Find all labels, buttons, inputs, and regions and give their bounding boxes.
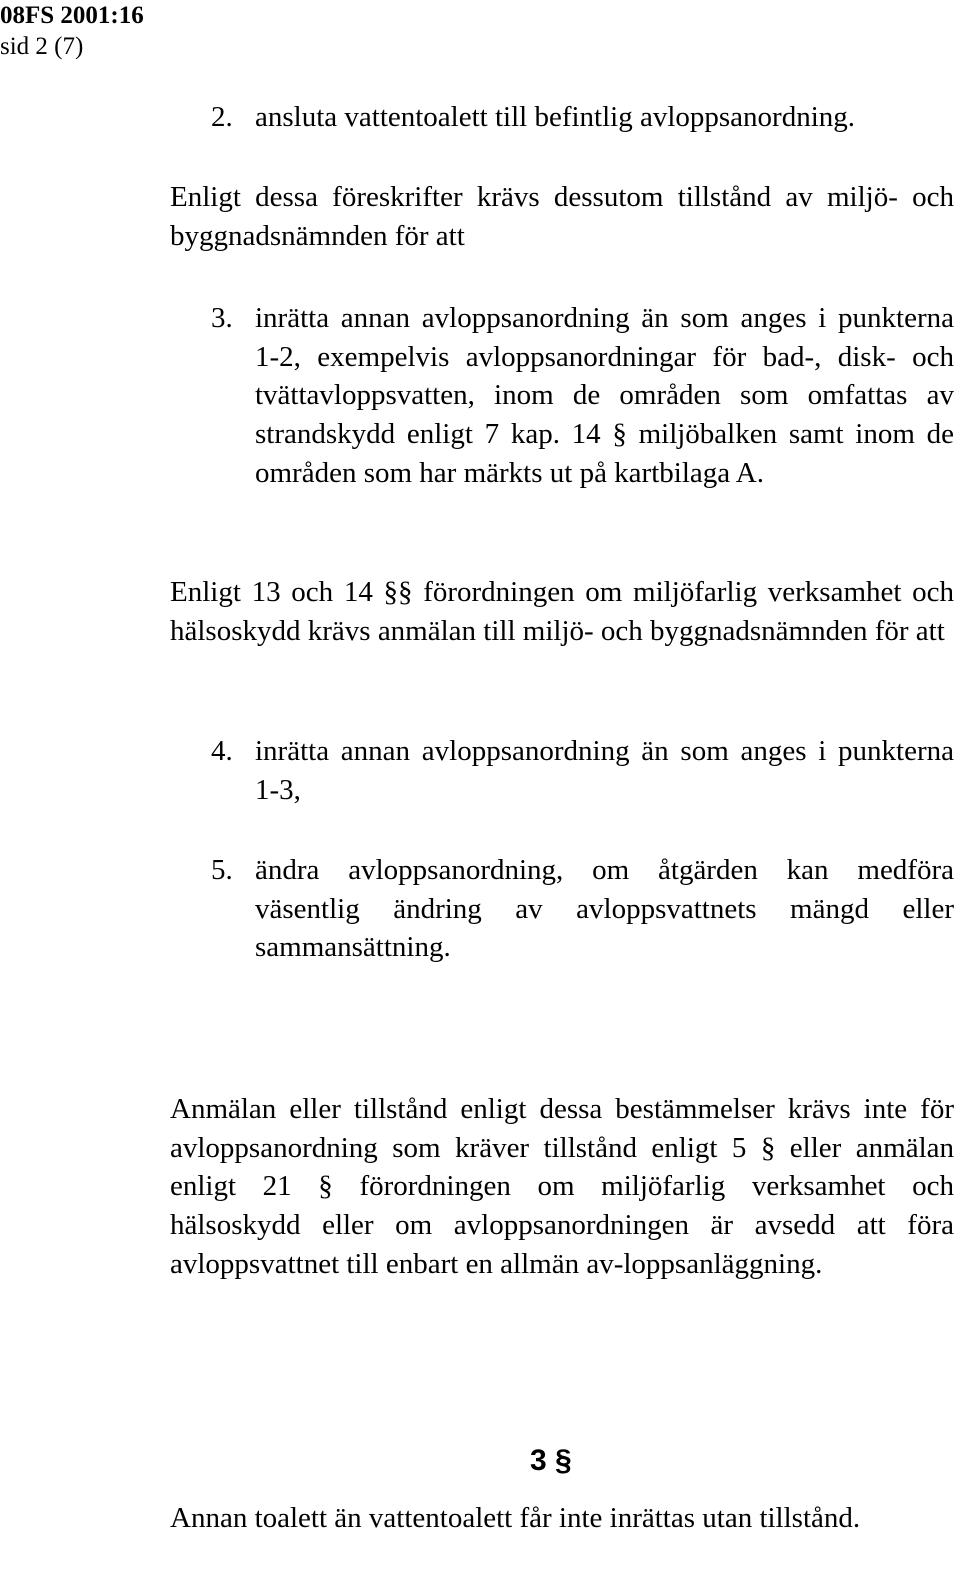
document-id: 08FS 2001:16 [0, 2, 144, 29]
list-item-number: 2. [211, 101, 233, 133]
list-item-text: ändra avloppsanordning, om åtgärden kan medföra väsentlig ändring av avloppsvattnets mängd eller sammansättning. [255, 854, 954, 964]
list-item-text: inrätta annan avloppsanordning än som anges i punkterna 1-3, [255, 735, 954, 806]
list-item-number: 4. [211, 735, 233, 767]
paragraph-permit-intro: Enligt dessa föreskrifter krävs dessutom tillstånd av miljö- och byggnadsnämnden för att [170, 181, 954, 252]
list-item-text: inrätta annan avloppsanordning än som anges i punkterna 1-2, exempelvis avloppsanordningar för bad-, disk- och tvättavloppsvatten, inom de områden som omfattas av strandskydd enligt 7 kap. 14 § miljöbalken samt inom de områden som har märkts ut på kartbilaga A. [255, 302, 954, 489]
list-item-text: ansluta vattentoalett till befintlig avloppsanordning. [255, 101, 856, 133]
paragraph-exemption: Anmälan eller tillstånd enligt dessa bestämmelser krävs inte för avloppsanordning som kräver tillstånd enligt 5 § eller anmälan enligt 21 § förordningen om miljöfarlig verksamhet och hälsoskydd eller om avloppsanordningen är avsedd att föra avloppsvattnet till enbart en allmän av-loppsanläggning. [170, 1093, 954, 1280]
list-item-4 [211, 732, 954, 809]
section-heading: 3 § [530, 1444, 572, 1477]
list-item-number: 3. [211, 302, 233, 334]
list-item-number: 5. [211, 854, 233, 886]
list-item-3 [211, 299, 954, 493]
paragraph-notification-intro: Enligt 13 och 14 §§ förordningen om miljöfarlig verksamhet och hälsoskydd krävs anmälan till miljö- och byggnadsnämnden för att [170, 576, 954, 647]
paragraph-toilet-permit: Annan toalett än vattentoalett får inte inrättas utan tillstånd. [170, 1502, 861, 1534]
page-number: sid 2 (7) [0, 33, 84, 60]
list-item-2 [211, 98, 954, 137]
list-item-5 [211, 851, 954, 967]
